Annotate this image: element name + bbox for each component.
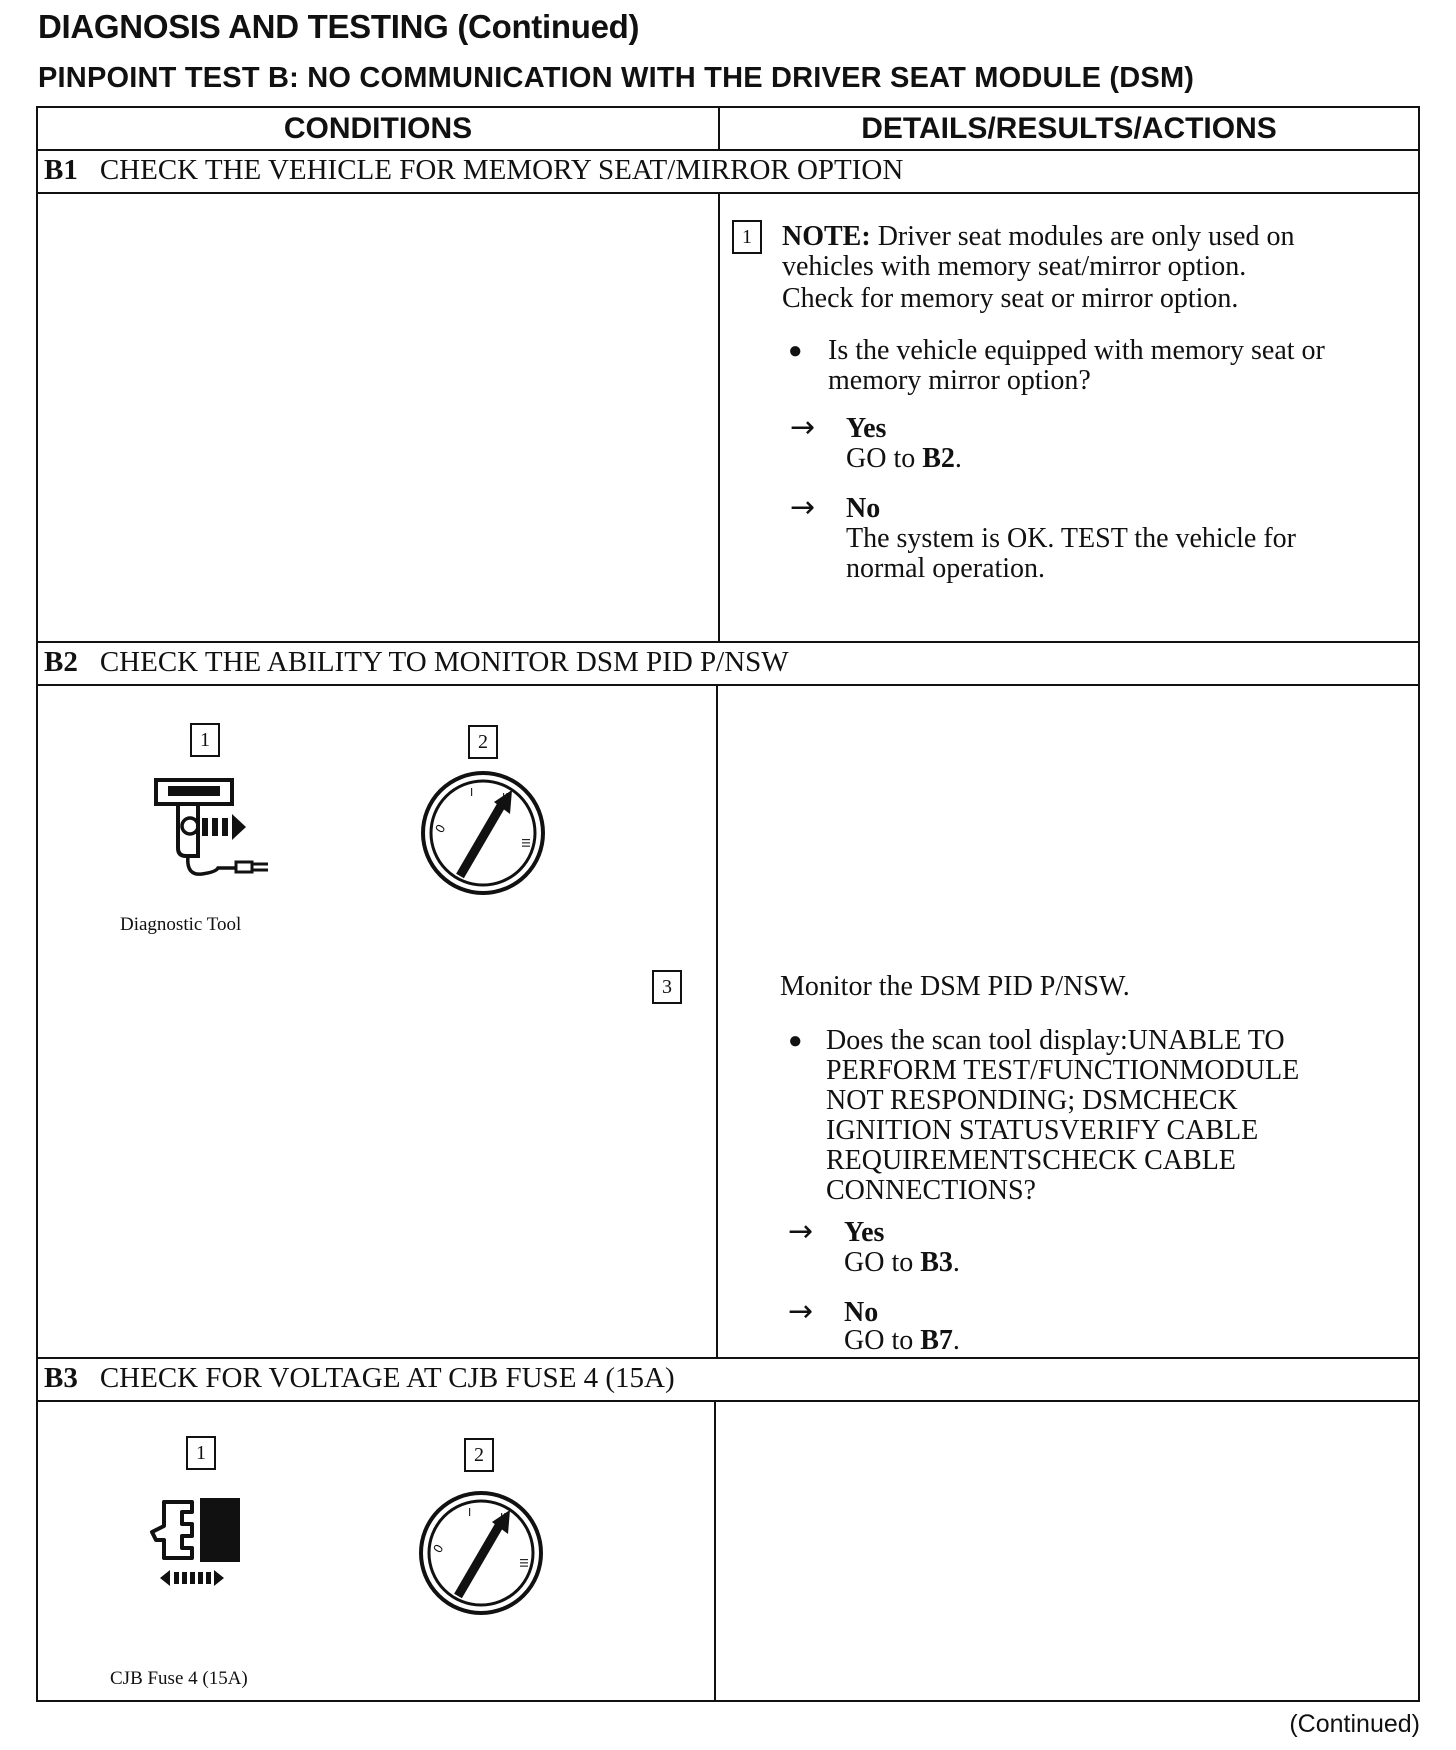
divider [38, 192, 1418, 194]
step-number-box: 2 [464, 1438, 494, 1472]
step-number-box: 1 [190, 723, 220, 757]
svg-text:I: I [468, 1506, 472, 1519]
instruction: Check for memory seat or mirror option. [782, 283, 1239, 314]
step-title: CHECK THE ABILITY TO MONITOR DSM PID P/NSW [99, 646, 789, 678]
step-b1-title [44, 154, 903, 187]
question: Is the vehicle equipped with memory seat or memory mirror option? [828, 335, 1325, 396]
step-id: B2 [44, 646, 78, 678]
divider [716, 684, 718, 1357]
divider [38, 1357, 1418, 1359]
step-id: B1 [44, 154, 78, 186]
divider [38, 684, 1418, 686]
arrow-right-icon: → [790, 410, 816, 445]
step-b3-title [44, 1362, 675, 1395]
no-label: No [846, 493, 881, 524]
arrow-right-icon: → [788, 1214, 814, 1249]
column-header-conditions: CONDITIONS [283, 112, 473, 145]
step-title: CHECK THE VEHICLE FOR MEMORY SEAT/MIRROR OPTION [99, 154, 904, 186]
note [782, 222, 1362, 282]
yes-action: GO to B2. [846, 443, 962, 474]
svg-text:0: 0 [430, 1541, 447, 1556]
step-number-box: 1 [186, 1436, 216, 1470]
ignition-key-icon [416, 1488, 546, 1618]
divider [38, 1400, 1418, 1402]
fuse-caption: CJB Fuse 4 (15A) [110, 1668, 248, 1689]
divider [38, 641, 1418, 643]
divider [38, 149, 1418, 151]
svg-text:0: 0 [432, 821, 449, 836]
instruction: Monitor the DSM PID P/NSW. [780, 971, 1130, 1002]
diagnostic-tool-icon [138, 764, 288, 884]
divider [718, 192, 720, 641]
bullet-icon: ● [788, 1028, 803, 1054]
yes-label: Yes [844, 1217, 885, 1248]
svg-text:I: I [470, 786, 474, 799]
fuse-icon [134, 1486, 264, 1596]
svg-text:III: III [519, 838, 532, 848]
diagnostic-tool-caption: Diagnostic Tool [120, 914, 242, 935]
column-header-details: DETAILS/RESULTS/ACTIONS [861, 112, 1277, 145]
pinpoint-test-title: PINPOINT TEST B: NO COMMUNICATION WITH THE DRIVER SEAT MODULE (DSM) [38, 62, 1195, 94]
no-label: No [844, 1297, 879, 1328]
divider [714, 1400, 716, 1700]
divider [718, 108, 720, 149]
pinpoint-table [36, 106, 1420, 1702]
note-text: Driver seat modules are only used on vehicles with memory seat/mirror option. [782, 221, 1295, 282]
ignition-key-icon [418, 768, 548, 898]
continued-label: (Continued) [1289, 1710, 1420, 1738]
step-id: B3 [44, 1362, 78, 1394]
step-number-box: 1 [732, 220, 762, 254]
arrow-right-icon: → [788, 1294, 814, 1329]
step-b2-title [44, 646, 789, 679]
page-title: DIAGNOSIS AND TESTING (Continued) [38, 8, 640, 45]
no-action: GO to B7. [844, 1325, 960, 1356]
no-action: The system is OK. TEST the vehicle for normal operation. [846, 523, 1296, 584]
step-title: CHECK FOR VOLTAGE AT CJB FUSE 4 (15A) [99, 1362, 675, 1394]
question: Does the scan tool display:UNABLE TO PERFORM TEST/FUNCTIONMODULE NOT RESPONDING; DSMCHECK IGNITION STATUSVERIFY CABLE REQUIREMENTSCHECK CABLE CONNECTIONS? [826, 1025, 1300, 1206]
step-number-box: 3 [652, 970, 682, 1004]
svg-text:III: III [517, 1558, 530, 1568]
yes-label: Yes [846, 413, 887, 444]
step-number-box: 2 [468, 725, 498, 759]
bullet-icon: ● [788, 338, 803, 364]
note-label: NOTE: [782, 221, 871, 252]
yes-action: GO to B3. [844, 1247, 960, 1278]
arrow-right-icon: → [790, 490, 816, 525]
